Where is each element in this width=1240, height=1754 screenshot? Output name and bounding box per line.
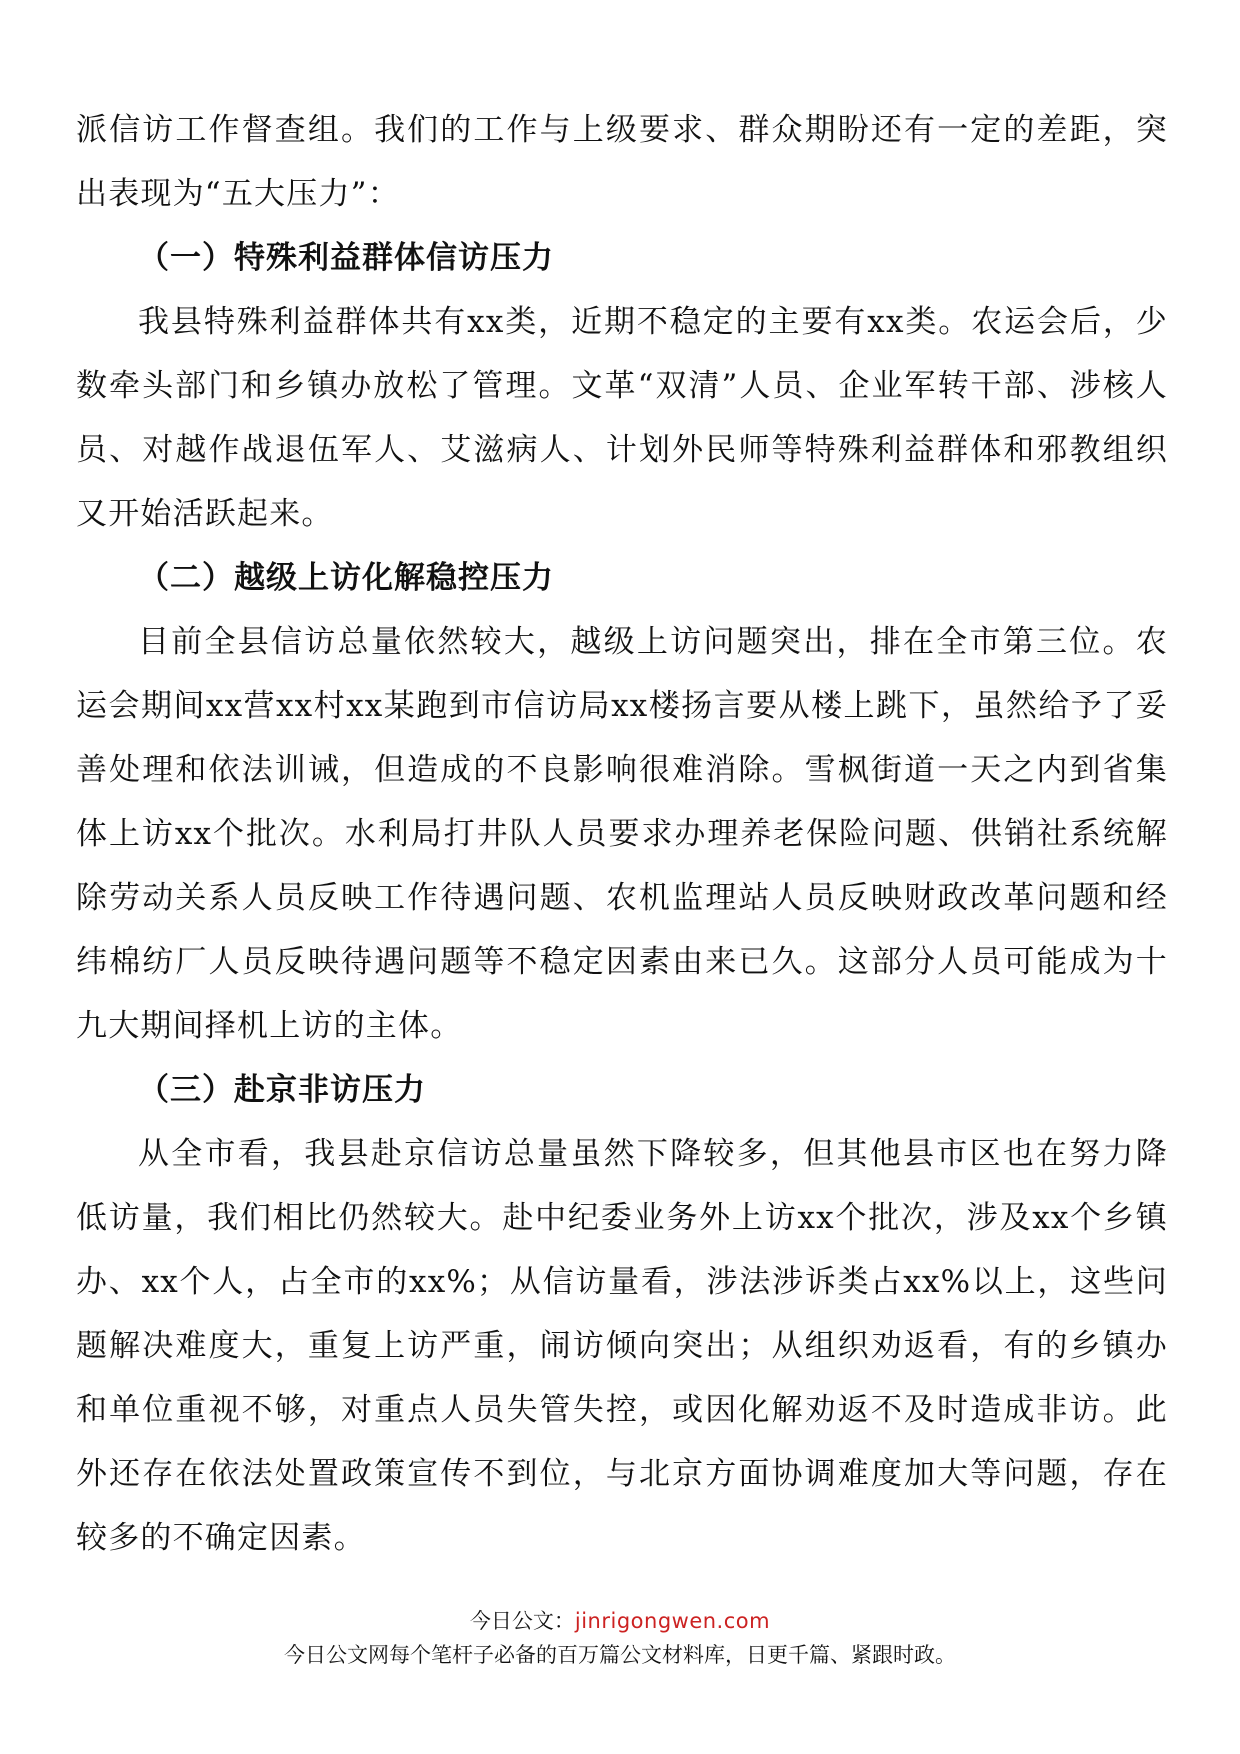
paragraph-section-1: 我县特殊利益群体共有xx类，近期不稳定的主要有xx类。农运会后，少数牵头部门和乡镇办放松了管理。文革“双清”人员、企业军转干部、涉核人员、对越作战退伍军人、艾滋病人、计划外民师等特殊利益群体和邪教组织又开始活跃起来。	[76, 304, 1168, 532]
footer-site-link[interactable]: jinrigongwen.com	[574, 1609, 771, 1633]
footer-slogan: 今日公文网每个笔杆子必备的百万篇公文材料库，日更千篇、紧跟时政。	[284, 1643, 956, 1667]
paragraph-intro: 派信访工作督查组。我们的工作与上级要求、群众期盼还有一定的差距，突出表现为“五大压力”：	[76, 112, 1168, 212]
document-body	[76, 98, 1168, 1570]
paragraph-section-3: 从全市看，我县赴京信访总量虽然下降较多，但其他县市区也在努力降低访量，我们相比仍然较大。赴中纪委业务外上访xx个批次，涉及xx个乡镇办、xx个人，占全市的xx%；从信访量看，涉法涉诉类占xx%以上，这些问题解决难度大，重复上访严重，闹访倾向突出；从组织劝返看，有的乡镇办和单位重视不够，对重点人员失管失控，或因化解劝返不及时造成非访。此外还存在依法处置政策宣传不到位，与北京方面协调难度加大等问题，存在较多的不确定因素。	[76, 1136, 1168, 1556]
section-heading-1: （一）特殊利益群体信访压力	[138, 240, 554, 276]
footer-source	[0, 1606, 1240, 1636]
section-heading-2: （二）越级上访化解稳控压力	[138, 560, 554, 596]
paragraph-section-2: 目前全县信访总量依然较大，越级上访问题突出，排在全市第三位。农运会期间xx营xx村xx某跑到市信访局xx楼扬言要从楼上跳下，虽然给予了妥善处理和依法训诫，但造成的不良影响很难消除。雪枫街道一天之内到省集体上访xx个批次。水利局打井队人员要求办理养老保险问题、供销社系统解除劳动关系人员反映工作待遇问题、农机监理站人员反映财政改革问题和经纬棉纺厂人员反映待遇问题等不稳定因素由来已久。这部分人员可能成为十九大期间择机上访的主体。	[76, 624, 1168, 1044]
footer-label: 今日公文：	[469, 1609, 575, 1633]
section-heading-3: （三）赴京非访压力	[138, 1072, 426, 1108]
